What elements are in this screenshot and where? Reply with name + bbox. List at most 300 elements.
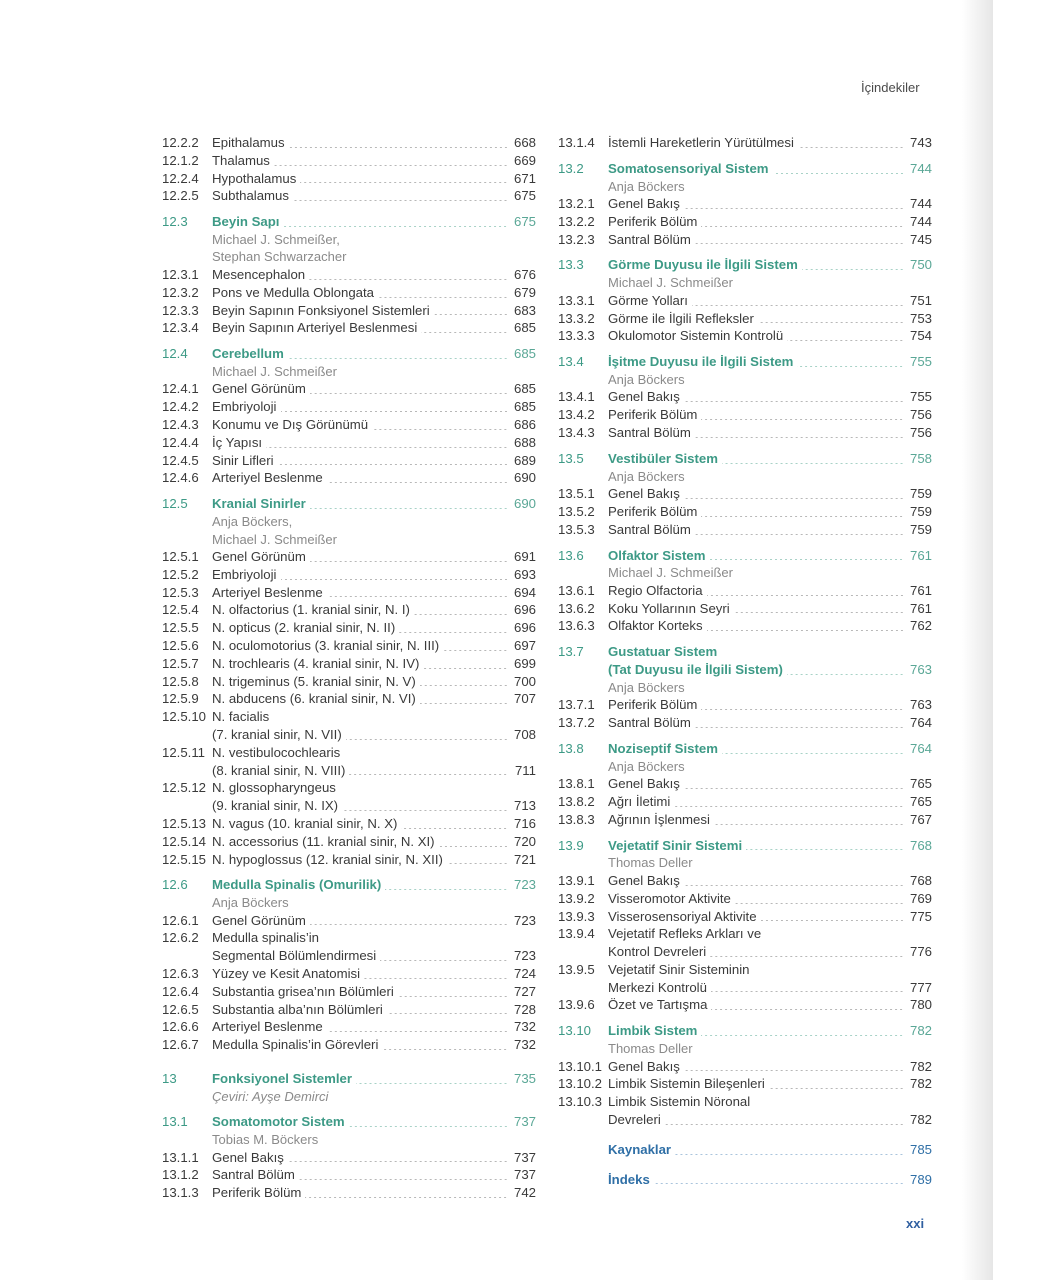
toc-page-number: 776: [909, 944, 932, 960]
toc-title-text: Genel Bakış: [212, 1149, 284, 1165]
toc-entry[interactable]: [162, 655, 536, 673]
toc-title-text: Periferik Bölüm: [212, 1185, 302, 1201]
toc-title-text: Limbik Sistem: [608, 1023, 698, 1039]
toc-title-text: (9. kranial sinir, N. IX): [212, 798, 339, 814]
leader-dots: [701, 516, 904, 517]
toc-entry-continuation[interactable]: [162, 947, 536, 965]
toc-title-text: Okulomotor Sistemin Kontrolü: [608, 328, 784, 344]
leader-dots: [283, 226, 508, 227]
toc-entry[interactable]: [162, 1001, 536, 1019]
toc-title: [212, 690, 512, 708]
leader-dots: [711, 1009, 904, 1010]
toc-entry[interactable]: [162, 637, 536, 655]
toc-page-number: 762: [909, 618, 932, 634]
toc-entry[interactable]: [558, 213, 932, 231]
toc-entry[interactable]: [558, 811, 932, 829]
toc-entry[interactable]: [162, 134, 536, 152]
toc-entry-item[interactable]: [162, 744, 536, 780]
toc-title: [212, 469, 512, 487]
toc-entry[interactable]: [162, 708, 536, 726]
toc-title: [608, 450, 908, 468]
toc-page-number: 756: [909, 407, 932, 423]
toc-author: Michael J. Schmeißer: [212, 531, 337, 547]
toc-title-text: Embriyoloji: [212, 399, 277, 415]
leader-dots: [349, 1126, 508, 1127]
leader-dots: [310, 561, 508, 562]
toc-number: 12.4: [162, 346, 188, 362]
toc-title: [212, 434, 512, 452]
toc-number: 13.8: [558, 740, 584, 756]
toc-entry[interactable]: [162, 170, 536, 188]
toc-entry[interactable]: [162, 434, 536, 452]
leader-dots: [797, 366, 904, 367]
toc-entry[interactable]: [558, 925, 932, 943]
leader-dots: [421, 332, 508, 333]
toc-author: Anja Böckers: [608, 679, 685, 695]
toc-title: [608, 1022, 908, 1040]
toc-entry[interactable]: [162, 319, 536, 337]
toc-entry[interactable]: [558, 406, 932, 424]
leader-dots: [420, 703, 508, 704]
toc-number: 13.8.1: [558, 776, 595, 792]
toc-number: 13.2.2: [558, 213, 595, 229]
toc-title: [212, 213, 512, 231]
toc-entry[interactable]: [162, 779, 536, 797]
toc-title: [212, 170, 512, 188]
toc-number: 12.6.5: [162, 1001, 199, 1017]
toc-title: [608, 837, 908, 855]
toc-entry-item[interactable]: [162, 929, 536, 965]
toc-page-number: 690: [513, 470, 536, 486]
toc-author: Anja Böckers: [608, 178, 685, 194]
leader-dots: [710, 956, 904, 957]
toc-number: 12.2.5: [162, 188, 199, 204]
toc-title-text: Kaynaklar: [608, 1141, 672, 1157]
toc-title: [608, 503, 908, 521]
toc-title: [608, 661, 908, 679]
toc-section[interactable]: [558, 256, 932, 274]
toc-entry[interactable]: [162, 983, 536, 1001]
toc-section[interactable]: [558, 547, 932, 565]
toc-title: [608, 908, 908, 926]
toc-title-text: N. vagus (10. kranial sinir, N. X): [212, 816, 398, 831]
leader-dots: [675, 1154, 904, 1155]
toc-section[interactable]: [162, 876, 536, 894]
toc-entry[interactable]: [558, 231, 932, 249]
leader-dots: [349, 774, 508, 775]
toc-title-text: Limbik Sistemin Nöronal: [608, 1094, 751, 1110]
toc-section[interactable]: [558, 740, 932, 758]
toc-page-number: 754: [909, 328, 932, 344]
toc-entry[interactable]: [162, 851, 536, 869]
leader-dots: [695, 437, 904, 438]
toc-entry[interactable]: [558, 388, 932, 406]
toc-page-number: 668: [513, 135, 536, 150]
toc-title: [608, 1111, 908, 1129]
toc-section[interactable]: [558, 1022, 932, 1040]
toc-page-number: 735: [513, 1071, 536, 1087]
toc-entry[interactable]: [558, 961, 932, 979]
leader-dots: [439, 846, 508, 847]
leader-dots: [684, 788, 904, 789]
leader-dots: [364, 978, 508, 979]
toc-title-text: Cerebellum: [212, 346, 284, 362]
toc-entry[interactable]: [162, 815, 536, 833]
toc-page-number: 720: [513, 833, 536, 849]
toc-entry[interactable]: [558, 503, 932, 521]
toc-entry[interactable]: [558, 775, 932, 793]
toc-page-number: 755: [909, 354, 932, 370]
toc-number: 12.5.2: [162, 566, 199, 582]
toc-page-number: 689: [513, 452, 536, 468]
toc-section[interactable]: [162, 1113, 536, 1131]
toc-title-text: N. oculomotorius (3. kranial sinir, N. III): [212, 638, 440, 654]
toc-number: 13.1.3: [162, 1185, 199, 1201]
toc-page-number: 691: [513, 549, 536, 565]
toc-entry[interactable]: [162, 266, 536, 284]
toc-section-item[interactable]: [558, 643, 932, 679]
toc-section[interactable]: [558, 450, 932, 468]
toc-number: 13.9.6: [558, 997, 595, 1013]
toc-title: [608, 1075, 908, 1093]
toc-entry[interactable]: [558, 327, 932, 345]
toc-entry[interactable]: [558, 582, 932, 600]
toc-number: 12.5.14: [162, 833, 206, 849]
toc-entry[interactable]: [558, 521, 932, 539]
toc-entry-item[interactable]: [162, 779, 536, 815]
toc-entry[interactable]: [558, 908, 932, 926]
toc-entry[interactable]: [162, 566, 536, 584]
toc-chapter[interactable]: [162, 1070, 536, 1088]
toc-entry[interactable]: [162, 1166, 536, 1184]
toc-title: [212, 815, 512, 833]
toc-page-number: 690: [513, 496, 536, 512]
toc-page-number: 744: [909, 160, 932, 176]
toc-title: [212, 345, 512, 363]
toc-title-text: Görme ile İlgili Refleksler: [608, 310, 754, 326]
toc-page-number: 724: [513, 966, 536, 982]
toc-page-number: 755: [909, 389, 932, 405]
toc-title: [608, 353, 908, 371]
leader-dots: [746, 849, 904, 850]
toc-entry[interactable]: [558, 617, 932, 635]
toc-entry[interactable]: [558, 714, 932, 732]
toc-entry[interactable]: [558, 1058, 932, 1076]
toc-title-text: Özet ve Tartışma: [608, 997, 708, 1013]
toc-title-text: Santral Bölüm: [608, 425, 691, 441]
toc-backmatter[interactable]: [558, 1141, 932, 1159]
toc-number: 12.5.12: [162, 780, 206, 796]
toc-title-text: Fonksiyonel Sistemler: [212, 1071, 352, 1087]
toc-title-text: Somatosensoriyal Sistem: [608, 160, 769, 176]
toc-title-text: Santral Bölüm: [212, 1167, 295, 1183]
toc-page-number: 737: [513, 1167, 536, 1183]
leader-dots: [701, 709, 904, 710]
toc-entry[interactable]: [558, 872, 932, 890]
toc-entry[interactable]: [162, 833, 536, 851]
toc-number: 12.4.5: [162, 452, 199, 468]
leader-dots: [346, 739, 508, 740]
toc-number: 12.4.3: [162, 417, 199, 433]
toc-entry-continuation[interactable]: [558, 1111, 932, 1129]
toc-title-text: Devreleri: [608, 1111, 661, 1127]
toc-page-number: 782: [909, 1058, 932, 1074]
toc-entry[interactable]: [558, 1093, 932, 1111]
leader-dots: [701, 226, 904, 227]
toc-title: [608, 643, 932, 661]
toc-title-text: Genel Görünüm: [212, 381, 306, 397]
toc-title-text: Vejetatif Sinir Sisteminin: [608, 961, 750, 977]
toc-section[interactable]: [162, 495, 536, 513]
toc-entry[interactable]: [558, 996, 932, 1014]
leader-dots: [385, 889, 508, 890]
toc-title-text: İndeks: [608, 1171, 650, 1187]
toc-entry[interactable]: [162, 584, 536, 602]
toc-title: [608, 943, 908, 961]
toc-title: [608, 890, 908, 908]
toc-page-number: 759: [909, 521, 932, 537]
toc-title-text: Visseromotor Aktivite: [608, 890, 731, 906]
toc-entry[interactable]: [162, 187, 536, 205]
toc-title: [212, 548, 512, 566]
toc-entry[interactable]: [162, 1184, 536, 1202]
toc-page-number: 763: [909, 662, 932, 678]
toc-entry[interactable]: [558, 696, 932, 714]
toc-title-text: Kranial Sinirler: [212, 496, 306, 512]
toc-entry-continuation[interactable]: [558, 943, 932, 961]
toc-title-text: (8. kranial sinir, N. VIII): [212, 762, 346, 778]
toc-entry[interactable]: [558, 793, 932, 811]
leader-dots: [722, 463, 904, 464]
toc-number: 13.4.2: [558, 407, 595, 423]
toc-number: 13.8.2: [558, 794, 595, 810]
toc-number: 13.8.3: [558, 811, 595, 827]
toc-title: [212, 744, 536, 762]
toc-title: [212, 302, 512, 320]
toc-number: 12.3: [162, 214, 188, 230]
toc-entry[interactable]: [162, 548, 536, 566]
toc-section-continuation[interactable]: [558, 661, 932, 679]
toc-entry[interactable]: [162, 302, 536, 320]
leader-dots: [695, 243, 904, 244]
toc-entry[interactable]: [162, 1036, 536, 1054]
leader-dots: [701, 1035, 904, 1036]
toc-title-text: Merkezi Kontrolü: [608, 979, 707, 995]
toc-title-text: Arteriyel Beslenme: [212, 584, 323, 600]
leader-dots: [761, 920, 904, 921]
toc-number: 13.1: [162, 1114, 188, 1130]
toc-page-number: 782: [909, 1023, 932, 1039]
toc-title: [608, 811, 908, 829]
toc-entry[interactable]: [162, 398, 536, 416]
toc-page-number: 751: [909, 292, 932, 308]
toc-title: [608, 996, 908, 1014]
toc-section[interactable]: [162, 213, 536, 231]
toc-title: [608, 1141, 908, 1159]
running-head: İçindekiler: [861, 80, 920, 95]
toc-entry[interactable]: [558, 134, 932, 152]
toc-entry[interactable]: [162, 929, 536, 947]
toc-entry[interactable]: [558, 485, 932, 503]
leader-dots: [684, 401, 904, 402]
toc-entry[interactable]: [558, 310, 932, 328]
toc-number: 12.3.4: [162, 320, 199, 336]
leader-dots: [798, 147, 904, 148]
leader-dots: [327, 596, 508, 597]
toc-section[interactable]: [558, 837, 932, 855]
toc-entry[interactable]: [162, 469, 536, 487]
toc-entry-continuation[interactable]: [558, 979, 932, 997]
toc-title: [212, 1018, 512, 1036]
toc-number: 13.6.1: [558, 582, 595, 598]
toc-title: [212, 833, 512, 851]
toc-title-text: Konumu ve Dış Görünümü: [212, 417, 369, 433]
toc-entry-continuation[interactable]: [162, 762, 536, 780]
toc-title: [212, 152, 512, 170]
toc-title: [608, 1093, 932, 1111]
leader-dots: [420, 685, 508, 686]
toc-number: 12.5: [162, 496, 188, 512]
toc-title-text: Subthalamus: [212, 188, 289, 204]
toc-entry[interactable]: [162, 416, 536, 434]
toc-title-text: Santral Bölüm: [608, 521, 691, 537]
toc-title-text: Sinir Lifleri: [212, 452, 274, 468]
toc-page-number: 675: [513, 188, 536, 204]
toc-title-text: N. vestibulocochlearis: [212, 744, 341, 760]
toc-number: 12.6.3: [162, 966, 199, 982]
toc-title-text: Embriyoloji: [212, 566, 277, 582]
toc-entry[interactable]: [558, 424, 932, 442]
toc-number: 13.3: [558, 257, 584, 273]
toc-entry-item[interactable]: [558, 1093, 932, 1129]
toc-page-number: 685: [513, 346, 536, 362]
toc-entry[interactable]: [558, 1075, 932, 1093]
toc-page-number: 721: [513, 851, 536, 867]
leader-dots: [684, 498, 904, 499]
toc-page-number: 763: [909, 697, 932, 713]
toc-entry[interactable]: [162, 744, 536, 762]
toc-entry-item[interactable]: [558, 961, 932, 997]
toc-title-text: Görme Duyusu ile İlgili Sistem: [608, 257, 798, 273]
toc-section[interactable]: [558, 160, 932, 178]
toc-entry[interactable]: [558, 890, 932, 908]
toc-page-number: 753: [909, 310, 932, 326]
leader-dots: [288, 1161, 508, 1162]
toc-backmatter[interactable]: [558, 1171, 932, 1189]
leader-dots: [356, 1083, 508, 1084]
toc-number: 13.3.1: [558, 292, 595, 308]
toc-entry[interactable]: [162, 1018, 536, 1036]
leader-dots: [714, 824, 904, 825]
toc-entry-item[interactable]: [162, 708, 536, 744]
toc-page-number: 732: [513, 1037, 536, 1053]
toc-author: Michael J. Schmeißer,: [212, 231, 340, 247]
leader-dots: [310, 924, 508, 925]
toc-section[interactable]: [558, 643, 932, 661]
toc-page-number: 716: [513, 816, 536, 831]
toc-number: 13.9.5: [558, 961, 595, 977]
toc-entry-item[interactable]: [558, 925, 932, 961]
toc-title: [212, 584, 512, 602]
toc-number: 12.5.8: [162, 673, 199, 689]
toc-entry-continuation[interactable]: [162, 726, 536, 744]
toc-entry[interactable]: [162, 452, 536, 470]
toc-entry[interactable]: [162, 601, 536, 619]
toc-title-text: Vejetatif Sinir Sistemi: [608, 837, 743, 853]
toc-page-number: 723: [513, 912, 536, 928]
toc-title: [212, 1001, 512, 1019]
toc-number: 12.3.2: [162, 284, 199, 300]
toc-entry[interactable]: [558, 600, 932, 618]
leader-dots: [443, 650, 508, 651]
toc-entry[interactable]: [162, 673, 536, 691]
toc-number: 13.9.1: [558, 872, 595, 888]
toc-number: 13.2.1: [558, 196, 595, 212]
toc-section[interactable]: [558, 353, 932, 371]
toc-title-text: Vestibüler Sistem: [608, 450, 718, 466]
toc-title: [212, 266, 512, 284]
toc-number: 13.4.3: [558, 425, 595, 441]
toc-entry[interactable]: [162, 619, 536, 637]
toc-page-number: 761: [909, 600, 932, 616]
leader-dots: [300, 182, 508, 183]
toc-entry-continuation[interactable]: [162, 797, 536, 815]
toc-title-text: Genel Görünüm: [212, 912, 306, 928]
toc-title: [212, 1166, 512, 1184]
toc-title-text: Medulla Spinalis (Omurilik): [212, 877, 382, 893]
toc-entry[interactable]: [162, 1149, 536, 1167]
toc-entry[interactable]: [162, 284, 536, 302]
leader-dots: [654, 1183, 904, 1184]
toc-title-text: Arteriyel Beslenme: [212, 1019, 323, 1035]
toc-title-text: Beyin Sapının Fonksiyonel Sistemleri: [212, 302, 430, 318]
toc-page-number: 727: [513, 983, 536, 999]
toc-page-number: 686: [513, 417, 536, 433]
toc-entry[interactable]: [162, 912, 536, 930]
toc-entry[interactable]: [162, 380, 536, 398]
toc-title-text: Vejetatif Refleks Arkları ve: [608, 926, 762, 942]
toc-number: 12.5.3: [162, 584, 199, 600]
toc-number: 13.9: [558, 837, 584, 853]
leader-dots: [701, 419, 904, 420]
toc-title: [212, 655, 512, 673]
toc-title: [212, 1113, 512, 1131]
leader-dots: [309, 279, 508, 280]
toc-title-text: Medulla spinalis’in: [212, 930, 320, 946]
toc-title-text: (Tat Duyusu ile İlgili Sistem): [608, 662, 783, 678]
toc-title: [608, 740, 908, 758]
toc-number: 13.10.2: [558, 1076, 602, 1092]
leader-dots: [414, 614, 508, 615]
toc-author: Anja Böckers: [212, 895, 289, 911]
toc-entry[interactable]: [162, 690, 536, 708]
toc-number: 12.5.5: [162, 620, 199, 636]
leader-dots: [802, 269, 904, 270]
leader-dots: [305, 1197, 508, 1198]
toc-entry[interactable]: [558, 195, 932, 213]
toc-entry[interactable]: [162, 965, 536, 983]
toc-number: 13.7.2: [558, 715, 595, 731]
toc-entry[interactable]: [558, 292, 932, 310]
toc-title: [212, 708, 536, 726]
toc-title-text: Olfaktor Sistem: [608, 547, 706, 563]
leader-dots: [709, 559, 904, 560]
toc-section[interactable]: [162, 345, 536, 363]
toc-title-text: Noziseptif Sistem: [608, 740, 718, 756]
toc-title: [212, 965, 512, 983]
toc-entry[interactable]: [162, 152, 536, 170]
toc-title: [212, 929, 536, 947]
